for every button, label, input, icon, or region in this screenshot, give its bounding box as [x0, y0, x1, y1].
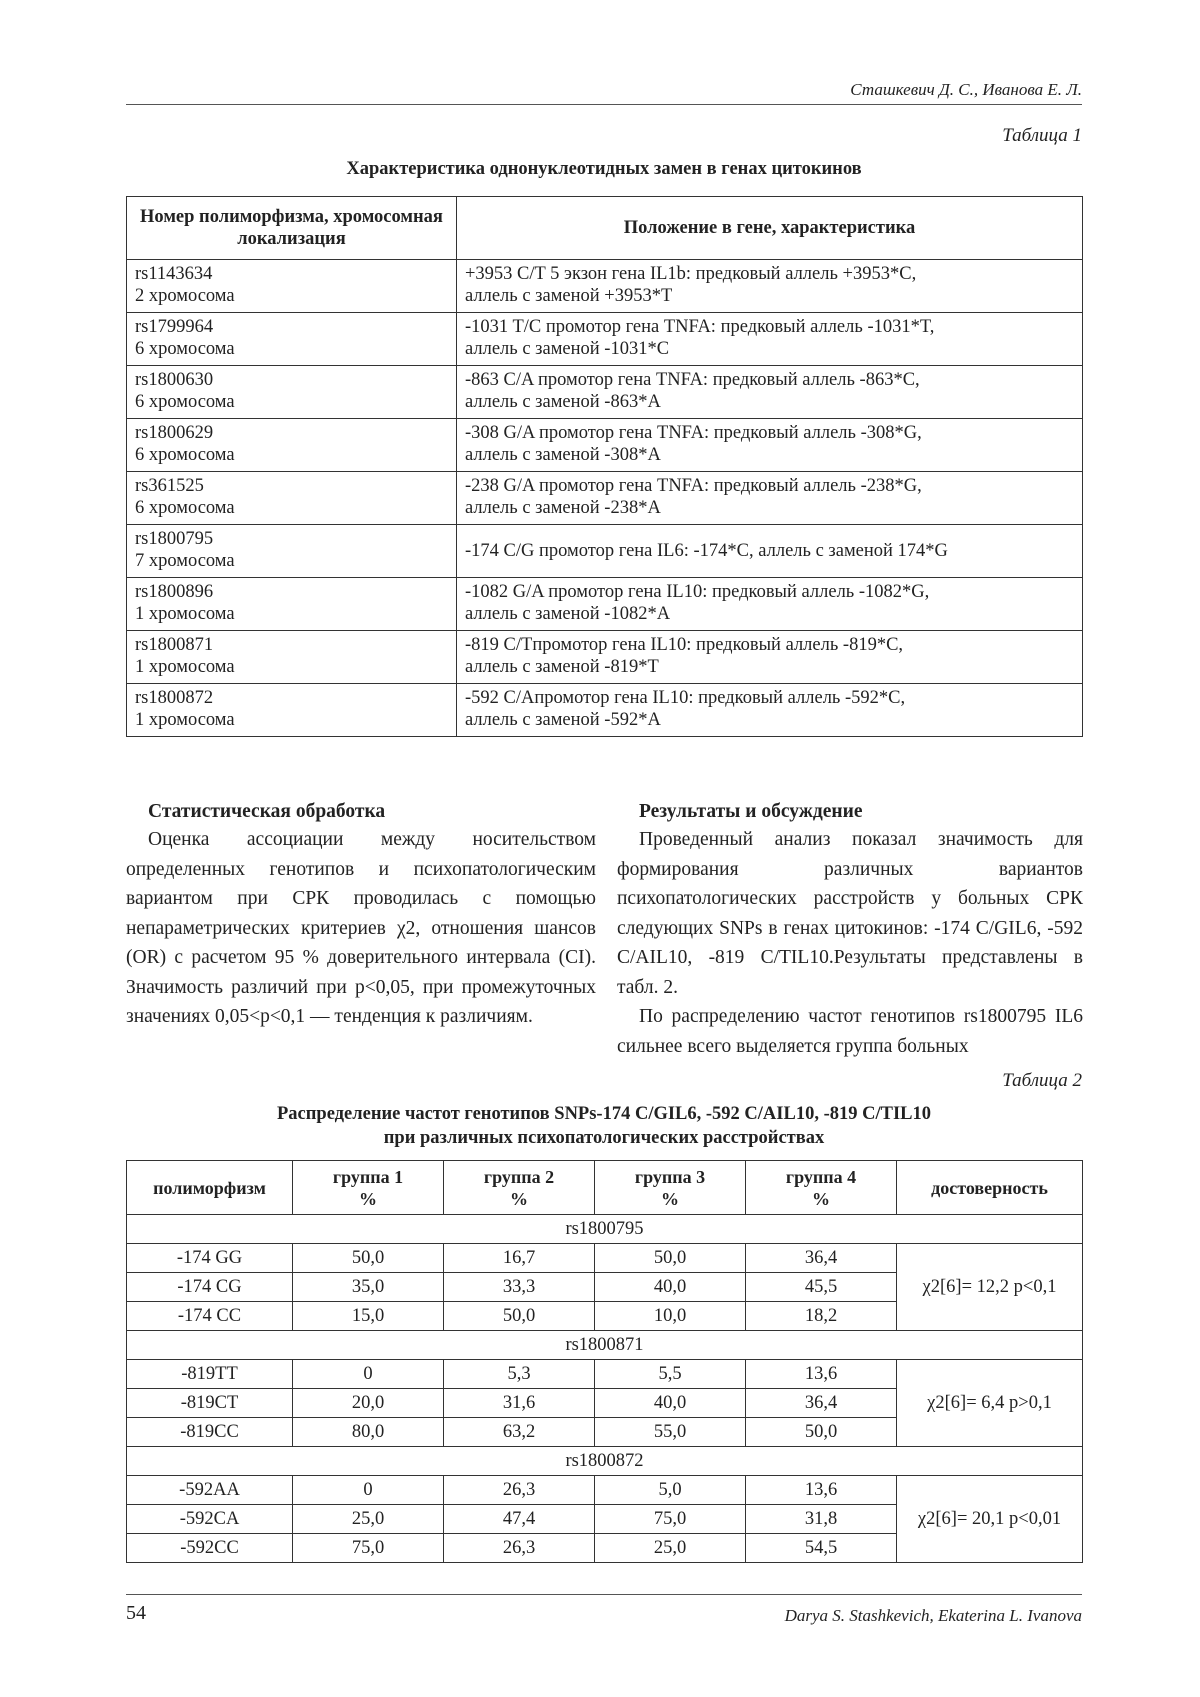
table2-title-line-1: Распределение частот генотипов SNPs-174 C/GIL6, -592 C/AIL10, -819 C/TIL10 — [276, 1104, 931, 1124]
chromosome: 6 хромосома — [135, 392, 235, 412]
table2-genotype: -174 GG — [127, 1244, 293, 1273]
table2-value-group-2: 63,2 — [444, 1418, 595, 1447]
table2-title — [126, 1102, 1082, 1150]
statistics-heading: Статистическая обработка — [148, 801, 386, 822]
table2-title-line-2: при различных психопатологических расстройствах — [383, 1128, 825, 1148]
description-line-2: аллель с заменой +3953*T — [465, 286, 673, 306]
table2-value-group-1: 25,0 — [293, 1505, 444, 1534]
table2-significance: χ2[6]= 12,2 p<0,1 — [897, 1244, 1083, 1331]
table2-value-group-3: 10,0 — [595, 1302, 746, 1331]
footer-authors: Darya S. Stashkevich, Ekaterina L. Ivanova — [784, 1606, 1082, 1625]
description-line-1: -592 C/Aпромотор гена IL10: предковый аллель -592*C, — [465, 688, 906, 708]
table1-cell-polymorphism — [127, 419, 457, 472]
table2-genotype: -592CC — [127, 1534, 293, 1563]
table2-value-group-4: 31,8 — [746, 1505, 897, 1534]
table1-row — [127, 472, 1083, 525]
table2-header-group-3-unit: % — [661, 1188, 679, 1209]
table2-value-group-4: 13,6 — [746, 1360, 897, 1389]
table1-row — [127, 419, 1083, 472]
description-line-1: -819 C/Tпромотор гена IL10: предковый аллель -819*C, — [465, 635, 904, 655]
table2-header-group-1 — [293, 1161, 444, 1215]
table1-row — [127, 260, 1083, 313]
table2-value-group-2: 31,6 — [444, 1389, 595, 1418]
table2-value-group-2: 47,4 — [444, 1505, 595, 1534]
table2-genotype: -592AA — [127, 1476, 293, 1505]
chromosome: 6 хромосома — [135, 445, 235, 465]
results-paragraph-1: Проведенный анализ показал значимость для формирования различных вариантов психопатологических расстройств у больных СРК следующих SNPs в генах цитокинов: -174 C/GIL6, -592 C/AIL10, -819 C/TIL10.Результаты представлены в табл. 2. — [617, 829, 1083, 998]
description-line-1: -863 C/A промотор гена TNFA: предковый аллель -863*C, — [465, 370, 920, 390]
table2-header-row — [127, 1161, 1083, 1215]
table2-value-group-2: 26,3 — [444, 1534, 595, 1563]
table2-value-group-2: 5,3 — [444, 1360, 595, 1389]
table1-cell-description — [457, 578, 1083, 631]
statistics-text: Оценка ассоциации между носительством определенных генотипов и психопатологическим вариантом при СРК проводилась с помощью непараметрических критериев χ2, отношения шансов (OR) с расчетом 95 % доверительного интервала (CI). Значимость различий при р<0,05, при промежуточных значениях 0,05<p<0,1 — тенденция к различиям. — [126, 829, 596, 1027]
table1-header-row — [127, 197, 1083, 260]
table2-value-group-1: 75,0 — [293, 1534, 444, 1563]
table2-value-group-3: 40,0 — [595, 1389, 746, 1418]
description-line-2: аллель с заменой -819*T — [465, 657, 659, 677]
table2-value-group-3: 25,0 — [595, 1534, 746, 1563]
chromosome: 2 хромосома — [135, 286, 235, 306]
description-line-2: аллель с заменой -1082*A — [465, 604, 671, 624]
polymorphism-id: rs1143634 — [135, 264, 213, 284]
table2-group-row — [127, 1447, 1083, 1476]
table2-header-group-2-label: группа 2 — [483, 1166, 555, 1187]
table1-cell-polymorphism — [127, 684, 457, 737]
results-paragraph-2: По распределению частот генотипов rs1800795 IL6 сильнее всего выделяется группа больных — [617, 1006, 1083, 1057]
table2-group-row — [127, 1331, 1083, 1360]
table1-row — [127, 684, 1083, 737]
table2-value-group-2: 16,7 — [444, 1244, 595, 1273]
table2-header-group-2-unit: % — [510, 1188, 528, 1209]
table2-group-name: rs1800871 — [127, 1331, 1083, 1360]
table2-row — [127, 1476, 1083, 1505]
table2-value-group-3: 55,0 — [595, 1418, 746, 1447]
table2-header-group-1-label: группа 1 — [332, 1166, 404, 1187]
table1-cell-description — [457, 525, 1083, 578]
description-line-2: аллель с заменой -238*A — [465, 498, 661, 518]
polymorphism-id: rs1799964 — [135, 317, 214, 337]
table1-cell-polymorphism — [127, 525, 457, 578]
description-line-1: +3953 C/T 5 экзон гена IL1b: предковый аллель +3953*C, — [465, 264, 917, 284]
running-header — [126, 80, 1082, 105]
table1-header-polymorphism: Номер полиморфизма, хромосомная локализация — [127, 197, 457, 260]
table2-header-significance: достоверность — [897, 1161, 1083, 1215]
table2-label: Таблица 2 — [1002, 1070, 1082, 1091]
table2-value-group-3: 40,0 — [595, 1273, 746, 1302]
table2-row — [127, 1244, 1083, 1273]
statistics-section — [126, 799, 596, 1032]
description-line-2: аллель с заменой -308*A — [465, 445, 661, 465]
table2-genotype: -174 CG — [127, 1273, 293, 1302]
table2-group-name: rs1800872 — [127, 1447, 1083, 1476]
table2-header-group-4-label: группа 4 — [785, 1166, 857, 1187]
table2-genotype: -819CT — [127, 1389, 293, 1418]
table2-value-group-1: 20,0 — [293, 1389, 444, 1418]
description-line-2: аллель с заменой -863*A — [465, 392, 661, 412]
header-authors: Сташкевич Д. С., Иванова Е. Л. — [126, 80, 1082, 105]
table1 — [126, 196, 1083, 737]
table2-genotype: -819CC — [127, 1418, 293, 1447]
table2-value-group-1: 0 — [293, 1476, 444, 1505]
table2-genotype: -174 CC — [127, 1302, 293, 1331]
table2-header-group-4-unit: % — [812, 1188, 830, 1209]
table1-cell-description — [457, 419, 1083, 472]
table2-header-group-3 — [595, 1161, 746, 1215]
table1-cell-polymorphism — [127, 260, 457, 313]
table1-row — [127, 578, 1083, 631]
table1-cell-polymorphism — [127, 578, 457, 631]
table2-genotype: -592CA — [127, 1505, 293, 1534]
chromosome: 1 хромосома — [135, 657, 235, 677]
table2-header-polymorphism: полиморфизм — [127, 1161, 293, 1215]
chromosome: 1 хромосома — [135, 604, 235, 624]
table1-cell-description — [457, 631, 1083, 684]
table2-value-group-1: 15,0 — [293, 1302, 444, 1331]
table2-row — [127, 1360, 1083, 1389]
description-line-2: аллель с заменой -1031*C — [465, 339, 670, 359]
polymorphism-id: rs1800871 — [135, 635, 214, 655]
table2-genotype: -819TT — [127, 1360, 293, 1389]
description-line-1: -1031 T/C промотор гена TNFA: предковый аллель -1031*T, — [465, 317, 935, 337]
table1-cell-polymorphism — [127, 313, 457, 366]
chromosome: 6 хромосома — [135, 339, 235, 359]
table2-value-group-3: 50,0 — [595, 1244, 746, 1273]
table2-value-group-2: 50,0 — [444, 1302, 595, 1331]
table2-value-group-4: 36,4 — [746, 1244, 897, 1273]
table2-value-group-4: 45,5 — [746, 1273, 897, 1302]
table1-cell-polymorphism — [127, 472, 457, 525]
chromosome: 1 хромосома — [135, 710, 235, 730]
table2-value-group-1: 50,0 — [293, 1244, 444, 1273]
table1-cell-polymorphism — [127, 366, 457, 419]
chromosome: 6 хромосома — [135, 498, 235, 518]
table1-cell-description — [457, 366, 1083, 419]
table2-value-group-1: 35,0 — [293, 1273, 444, 1302]
table2-group-row — [127, 1215, 1083, 1244]
table1-cell-polymorphism — [127, 631, 457, 684]
table2-value-group-3: 5,5 — [595, 1360, 746, 1389]
table1-title: Характеристика однонуклеотидных замен в генах цитокинов — [346, 159, 862, 179]
description-line-1: -308 G/A промотор гена TNFA: предковый аллель -308*G, — [465, 423, 922, 443]
polymorphism-id: rs1800896 — [135, 582, 214, 602]
table1-cell-description — [457, 260, 1083, 313]
polymorphism-id: rs1800630 — [135, 370, 214, 390]
table1-cell-description — [457, 684, 1083, 737]
table2-header-group-4 — [746, 1161, 897, 1215]
table2-value-group-2: 33,3 — [444, 1273, 595, 1302]
table2-value-group-3: 75,0 — [595, 1505, 746, 1534]
description-line-1: -1082 G/A промотор гена IL10: предковый аллель -1082*G, — [465, 582, 930, 602]
table2-value-group-4: 36,4 — [746, 1389, 897, 1418]
polymorphism-id: rs1800872 — [135, 688, 214, 708]
table2-value-group-4: 13,6 — [746, 1476, 897, 1505]
table2-value-group-3: 5,0 — [595, 1476, 746, 1505]
table2 — [126, 1160, 1083, 1563]
table2-value-group-1: 80,0 — [293, 1418, 444, 1447]
table2-header-group-2 — [444, 1161, 595, 1215]
page-number: 54 — [126, 1602, 146, 1624]
polymorphism-id: rs1800795 — [135, 529, 214, 549]
table1-row — [127, 525, 1083, 578]
description-line-1: -174 C/G промотор гена IL6: -174*C, аллель с заменой 174*G — [465, 541, 948, 561]
table1-row — [127, 631, 1083, 684]
table1-cell-description — [457, 313, 1083, 366]
table2-significance: χ2[6]= 6,4 p>0,1 — [897, 1360, 1083, 1447]
table2-significance: χ2[6]= 20,1 p<0,01 — [897, 1476, 1083, 1563]
table2-header-group-3-label: группа 3 — [634, 1166, 706, 1187]
table2-group-name: rs1800795 — [127, 1215, 1083, 1244]
table2-value-group-1: 0 — [293, 1360, 444, 1389]
description-line-1: -238 G/A промотор гена TNFA: предковый аллель -238*G, — [465, 476, 922, 496]
polymorphism-id: rs361525 — [135, 476, 204, 496]
table2-value-group-4: 54,5 — [746, 1534, 897, 1563]
description-line-2: аллель с заменой -592*A — [465, 710, 661, 730]
table1-row — [127, 313, 1083, 366]
results-heading: Результаты и обсуждение — [639, 801, 863, 822]
table2-value-group-2: 26,3 — [444, 1476, 595, 1505]
table2-value-group-4: 50,0 — [746, 1418, 897, 1447]
polymorphism-id: rs1800629 — [135, 423, 214, 443]
table2-value-group-4: 18,2 — [746, 1302, 897, 1331]
table2-header-group-1-unit: % — [359, 1188, 377, 1209]
chromosome: 7 хромосома — [135, 551, 235, 571]
table1-header-position: Положение в гене, характеристика — [457, 197, 1083, 260]
table1-cell-description — [457, 472, 1083, 525]
table1-row — [127, 366, 1083, 419]
footer-rule — [126, 1594, 1082, 1595]
results-section — [617, 799, 1083, 1061]
table1-label: Таблица 1 — [1002, 125, 1082, 146]
